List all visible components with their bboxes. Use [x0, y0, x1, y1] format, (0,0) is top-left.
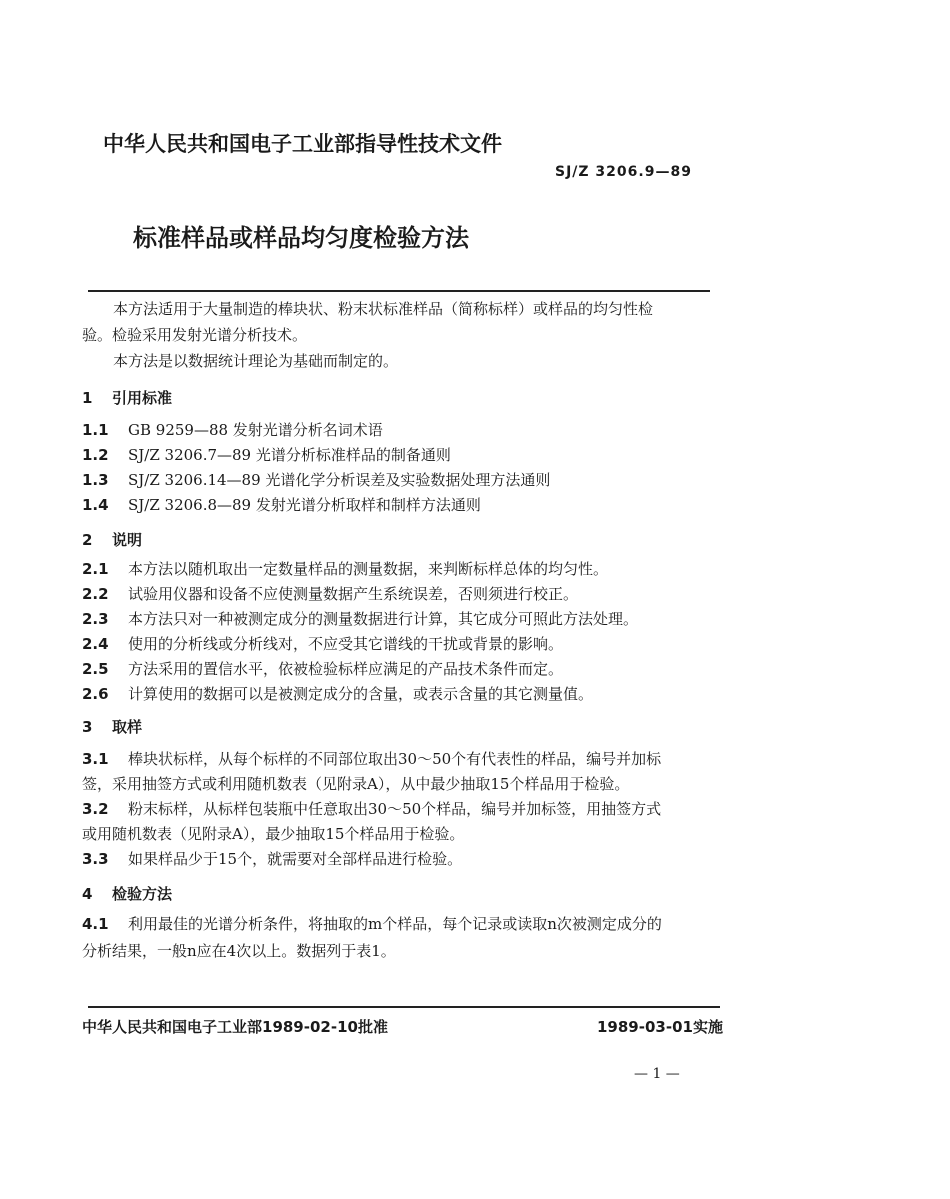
approval-line: 中华人民共和国电子工业部1989-02-10批准 [82, 1018, 388, 1036]
org-title: 中华人民共和国电子工业部指导性技术文件 [103, 132, 502, 156]
list-item: 1.2 SJ/Z 3206.7—89 光谱分析标准样品的制备通则 [82, 446, 451, 464]
effective-date: 1989-03-01实施 [597, 1018, 723, 1036]
list-item: 2.6 计算使用的数据可以是被测定成分的含量，或表示含量的其它测量值。 [82, 685, 594, 703]
list-item: 1.3 SJ/Z 3206.14—89 光谱化学分析误差及实验数据处理方法通则 [82, 471, 551, 489]
footer-rule [88, 1006, 720, 1008]
page-number: — 1 — [634, 1066, 680, 1082]
section-heading-2: 2 说明 [82, 531, 143, 549]
list-item: 1.1 GB 9259—88 发射光谱分析名词术语 [82, 421, 383, 439]
header-rule [88, 290, 710, 292]
section-heading-4: 4 检验方法 [82, 885, 173, 903]
section-heading-1: 1 引用标准 [82, 389, 173, 407]
list-item: 2.3 本方法只对一种被测定成分的测量数据进行计算，其它成分可照此方法处理。 [82, 610, 639, 628]
list-item-continuation: 或用随机数表（见附录A），最少抽取15个样品用于检验。 [82, 825, 465, 843]
list-item: 2.2 试验用仪器和设备不应使测量数据产生系统误差，否则须进行校正。 [82, 585, 579, 603]
doc-title: 标准样品或样品均匀度检验方法 [133, 224, 469, 252]
list-item: 2.1 本方法以随机取出一定数量样品的测量数据，来判断标样总体的均匀性。 [82, 560, 609, 578]
intro-line-2: 验。检验采用发射光谱分析技术。 [82, 326, 308, 344]
list-item-continuation: 签，采用抽签方式或利用随机数表（见附录A），从中最少抽取15个样品用于检验。 [82, 775, 630, 793]
doc-code: SJ/Z 3206.9—89 [555, 164, 692, 180]
list-item: 3.1 棒块状标样，从每个标样的不同部位取出30～50个有代表性的样品，编号并加标 [82, 750, 662, 768]
list-item: 1.4 SJ/Z 3206.8—89 发射光谱分析取样和制样方法通则 [82, 496, 481, 514]
list-item: 4.1 利用最佳的光谱分析条件，将抽取的m个样品，每个记录或读取n次被测定成分的 [82, 915, 662, 933]
intro-line-3: 本方法是以数据统计理论为基础而制定的。 [113, 352, 399, 370]
list-item-continuation: 分析结果，一般n应在4次以上。数据列于表1。 [82, 942, 396, 960]
section-heading-3: 3 取样 [82, 718, 143, 736]
list-item: 2.5 方法采用的置信水平，依被检验标样应满足的产品技术条件而定。 [82, 660, 564, 678]
list-item: 3.3 如果样品少于15个，就需要对全部样品进行检验。 [82, 850, 463, 868]
list-item: 2.4 使用的分析线或分析线对，不应受其它谱线的干扰或背景的影响。 [82, 635, 564, 653]
intro-line-1: 本方法适用于大量制造的棒块状、粉末状标准样品（简称标样）或样品的均匀性检 [113, 300, 654, 318]
list-item: 3.2 粉末标样，从标样包装瓶中任意取出30～50个样品，编号并加标签，用抽签方式 [82, 800, 662, 818]
